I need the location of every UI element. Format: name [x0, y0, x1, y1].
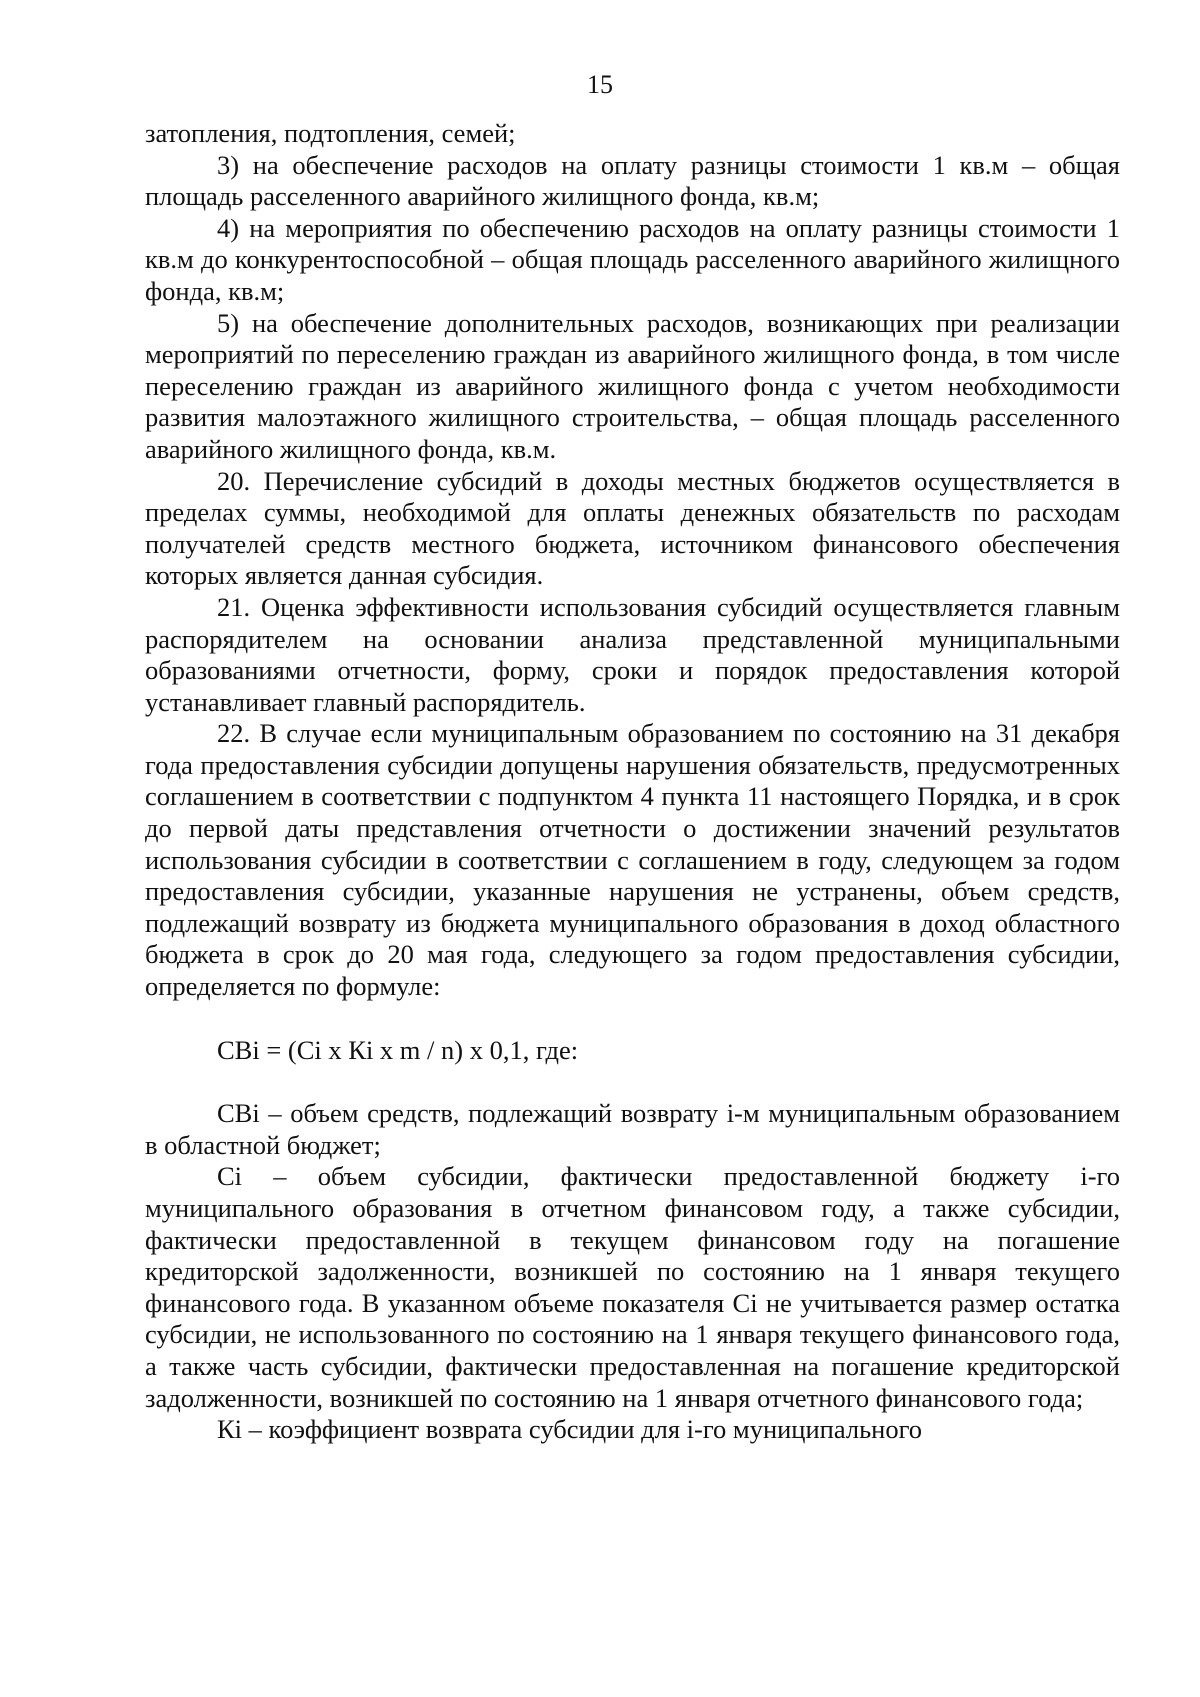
document-body: [145, 118, 1120, 1446]
paragraph: 5) на обеспечение дополнительных расходов, возникающих при реализации мероприятий по переселению граждан из аварийного жилищного фонда, в том числе переселению граждан из аварийного жилищного фонда с учетом необходимости развития малоэтажного жилищного строительства, – общая площадь расселенного аварийного жилищного фонда, кв.м.: [145, 307, 1120, 464]
paragraph: затопления, подтопления, семей;: [145, 118, 516, 148]
paragraph: 3) на обеспечение расходов на оплату разницы стоимости 1 кв.м – общая площадь расселенного аварийного жилищного фонда, кв.м;: [145, 149, 1120, 212]
paragraph: СВi – объем средств, подлежащий возврату i-м муниципальным образованием в областной бюджет;: [145, 1098, 1120, 1160]
paragraph: 22. В случае если муниципальным образованием по состоянию на 31 декабря года предоставления субсидии допущены нарушения обязательств, предусмотренных соглашением в соответствии с подпунктом 4 пункта 11 настоящего Порядка, и в срок до первой даты представления отчетности о достижении значений результатов использования субсидии в соответствии с соглашением в году, следующем за годом предоставления субсидии, указанные нарушения не устранены, объем средств, подлежащий возврату из бюджета муниципального образования в доход областного бюджета в срок до 20 мая года, следующего за годом предоставления субсидии, определяется по формуле:: [145, 718, 1120, 1002]
paragraph: 20. Перечисление субсидий в доходы местных бюджетов осуществляется в пределах суммы, необходимой для оплаты денежных обязательств по расходам получателей средств местного бюджета, источником финансового обеспечения которых является данная субсидия.: [145, 465, 1120, 591]
paragraph: Сi – объем субсидии, фактически предоставленной бюджету i-го муниципального образования в отчетном финансовом году, а также субсидии, фактически предоставленной в текущем финансовом году на погашение кредиторской задолженности, возникшей по состоянию на 1 января текущего финансового года. В указанном объеме показателя Сi не учитывается размер остатка субсидии, не использованного по состоянию на 1 января текущего финансового года, а также часть субсидии, фактически предоставленная на погашение кредиторской задолженности, возникшей по состоянию на 1 января отчетного финансового года;: [145, 1161, 1120, 1413]
paragraph: 21. Оценка эффективности использования субсидий осуществляется главным распорядителем на основании анализа представленной муниципальными образованиями отчетности, форму, сроки и порядок предоставления которой устанавливает главный распорядитель.: [145, 591, 1120, 717]
paragraph: Кi – коэффициент возврата субсидии для i-го муниципального: [217, 1414, 923, 1445]
paragraph: 4) на мероприятия по обеспечению расходов на оплату разницы стоимости 1 кв.м до конкурентоспособной – общая площадь расселенного аварийного жилищного фонда, кв.м;: [145, 212, 1120, 306]
formula: СВi = (Сi х Кi х m / n) х 0,1, где:: [217, 1034, 579, 1065]
page-number: 15: [587, 70, 613, 99]
